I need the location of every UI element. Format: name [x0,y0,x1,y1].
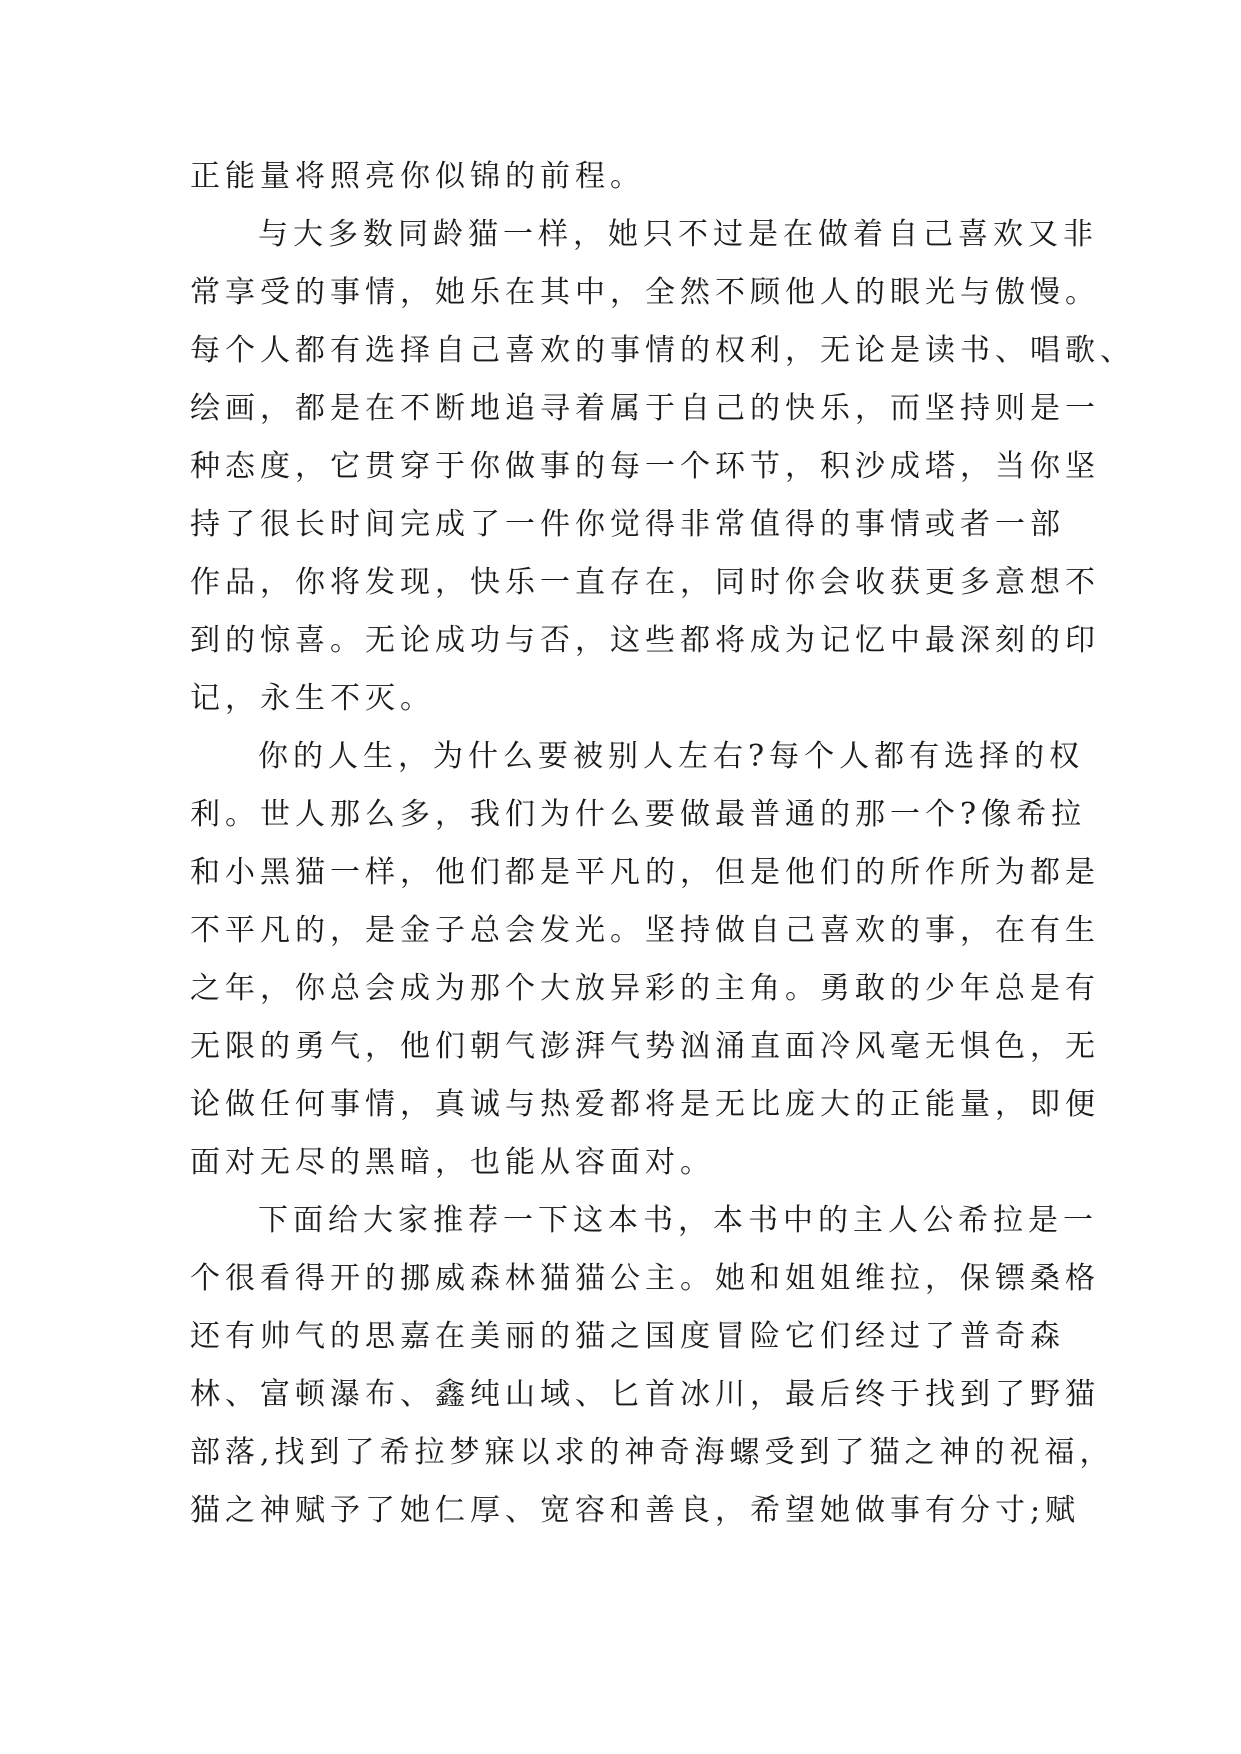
text-line: 猫之神赋予了她仁厚、宽容和善良，希望她做事有分寸;赋 [190,1493,1081,1528]
text-line: 和小黑猫一样，他们都是平凡的，但是他们的所作所为都是 [190,855,1100,890]
paragraph-start-line: 下面给大家推荐一下这本书，本书中的主人公希拉是一 [258,1203,1098,1238]
text-line: 无限的勇气，他们朝气澎湃气势汹涌直面冷风毫无惧色，无 [190,1029,1100,1064]
paragraph-start-line: 你的人生，为什么要被别人左右?每个人都有选择的权 [258,739,1085,774]
text-line: 利。世人那么多，我们为什么要做最普通的那一个?像希拉 [190,797,1087,832]
paragraph-start-line: 与大多数同龄猫一样，她只不过是在做着自己喜欢又非 [258,217,1098,252]
text-line: 之年，你总会成为那个大放异彩的主角。勇敢的少年总是有 [190,971,1100,1006]
text-line: 不平凡的，是金子总会发光。坚持做自己喜欢的事，在有生 [190,913,1100,948]
text-line: 绘画，都是在不断地追寻着属于自己的快乐，而坚持则是一 [190,391,1100,426]
text-line: 到的惊喜。无论成功与否，这些都将成为记忆中最深刻的印 [190,623,1100,658]
text-line: 持了很长时间完成了一件你觉得非常值得的事情或者一部 [190,507,1065,542]
text-line: 常享受的事情，她乐在其中，全然不顾他人的眼光与傲慢。 [190,275,1100,310]
text-line: 部落,找到了希拉梦寐以求的神奇海螺受到了猫之神的祝福， [190,1435,1115,1470]
text-line: 论做任何事情，真诚与热爱都将是无比庞大的正能量，即便 [190,1087,1100,1122]
text-line: 正能量将照亮你似锦的前程。 [190,159,645,194]
text-line: 林、富顿瀑布、鑫纯山域、匕首冰川，最后终于找到了野猫 [190,1377,1100,1412]
text-line: 种态度，它贯穿于你做事的每一个环节，积沙成塔，当你坚 [190,449,1100,484]
body-text [190,148,1135,1540]
text-line: 还有帅气的思嘉在美丽的猫之国度冒险它们经过了普奇森 [190,1319,1065,1354]
text-line: 个很看得开的挪威森林猫猫公主。她和姐姐维拉，保镖桑格 [190,1261,1100,1296]
text-line: 记，永生不灭。 [190,681,435,716]
text-line: 面对无尽的黑暗，也能从容面对。 [190,1145,715,1180]
text-line: 作品，你将发现，快乐一直存在，同时你会收获更多意想不 [190,565,1100,600]
text-line: 每个人都有选择自己喜欢的事情的权利，无论是读书、唱歌、 [190,333,1135,368]
